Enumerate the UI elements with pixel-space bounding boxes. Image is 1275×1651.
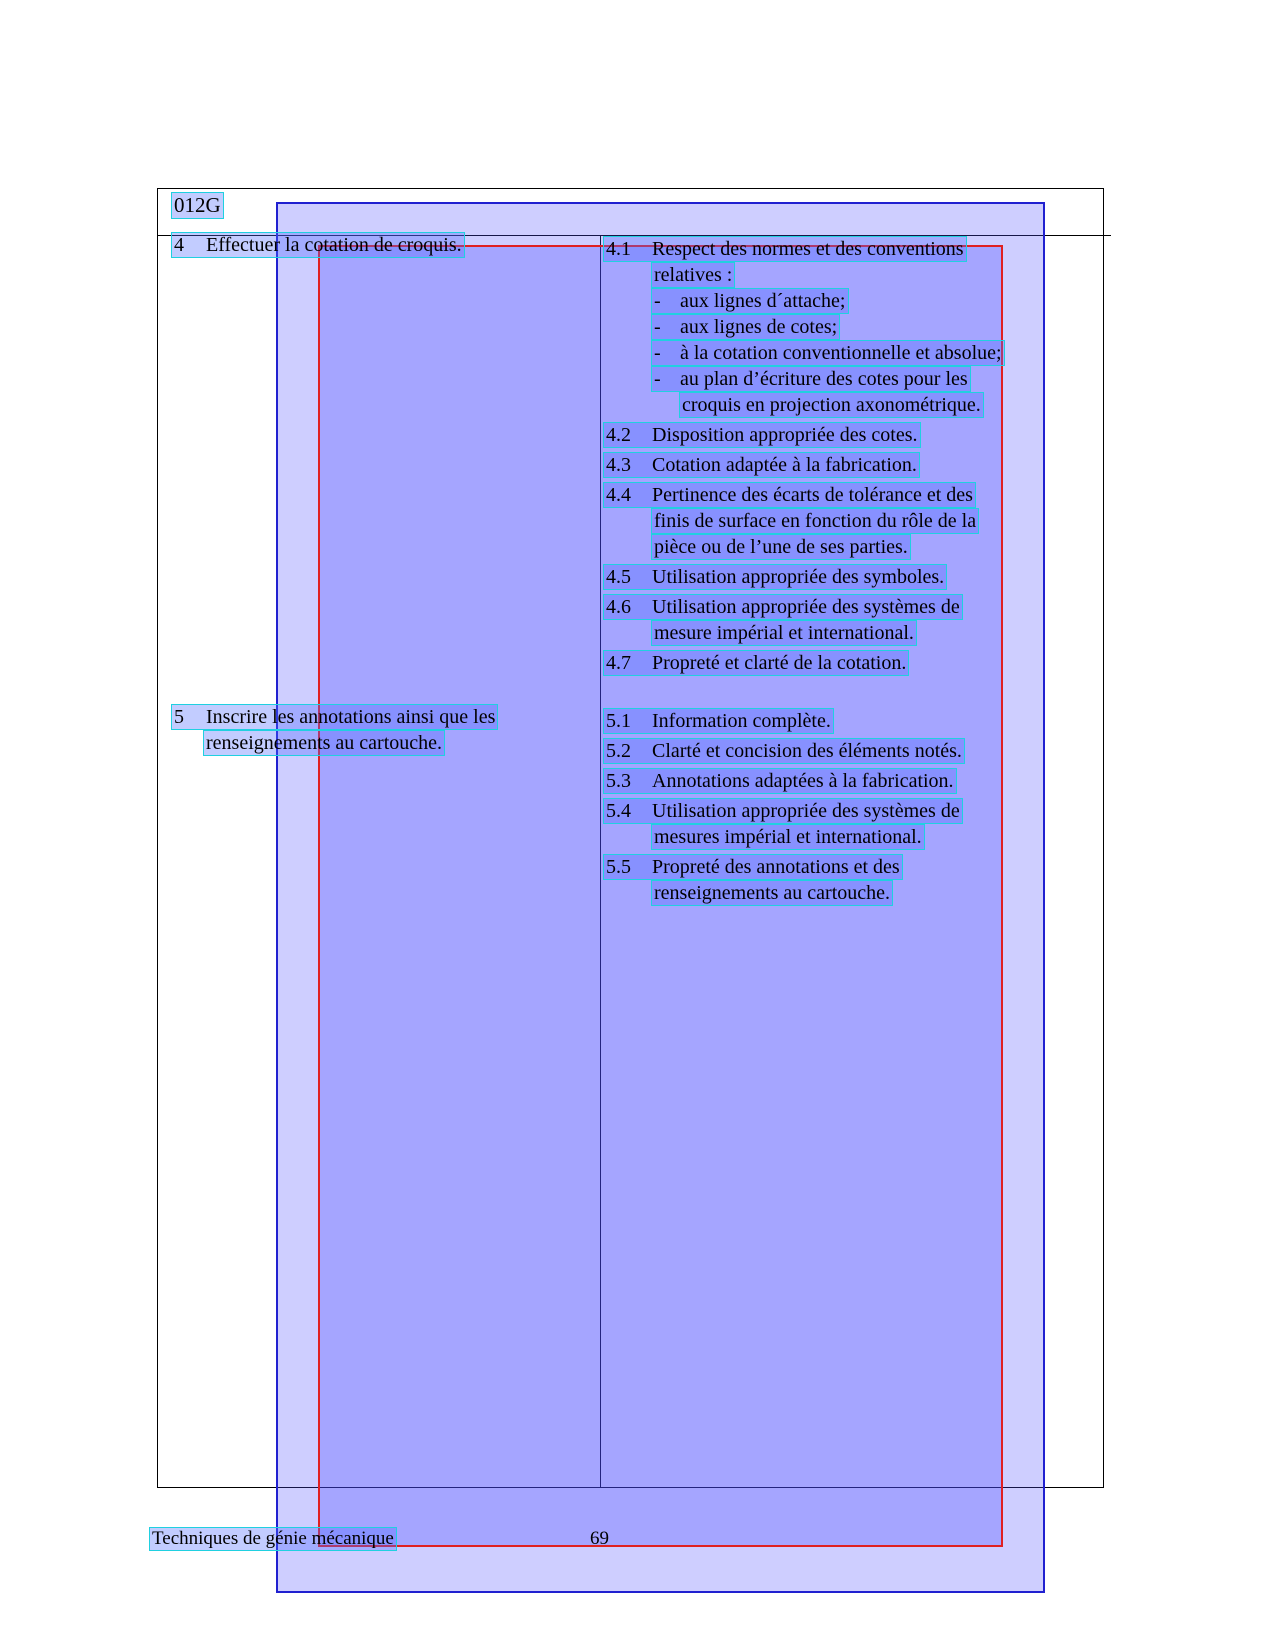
criterion-5-4: 5.4 Utilisation appropriée des systèmes de	[606, 800, 960, 822]
criterion-4-1-line-2: relatives :	[654, 264, 733, 286]
criterion-4-4: 4.4 Pertinence des écarts de tolérance et des	[606, 484, 973, 506]
criterion-5-3: 5.3 Annotations adaptées à la fabrication.	[606, 770, 954, 792]
bullet-item: - au plan d’écriture des cotes pour les	[654, 368, 968, 390]
competency-4	[172, 233, 464, 257]
criterion-4-4-line-2: finis de surface en fonction du rôle de la	[654, 510, 977, 532]
criterion-4-4-line-3: pièce ou de l’une de ses parties.	[654, 536, 908, 558]
competency-number: 4	[174, 234, 184, 256]
competency-5	[172, 705, 497, 729]
criterion-5-2: 5.2 Clarté et concision des éléments notés.	[606, 740, 962, 762]
competency-text: Effectuer la cotation de croquis.	[206, 234, 462, 256]
criterion-4-6: 4.6 Utilisation appropriée des systèmes de	[606, 596, 960, 618]
bullet-item-line-2: croquis en projection axonométrique.	[682, 394, 981, 416]
competency-text: Inscrire les annotations ainsi que les	[206, 706, 496, 728]
criterion-5-1: 5.1 Information complète.	[606, 710, 831, 732]
criterion-4-1: 4.1 Respect des normes et des conventions	[606, 238, 964, 260]
bullet-item: - à la cotation conventionnelle et absolue;	[654, 342, 1002, 364]
criterion-4-7: 4.7 Propreté et clarté de la cotation.	[606, 652, 907, 674]
page-number: 69	[590, 1528, 609, 1549]
competency-number: 5	[174, 706, 184, 728]
footer-title: Techniques de génie mécanique	[152, 1528, 394, 1549]
competency-5-line-2: renseignements au cartouche.	[206, 732, 443, 754]
criterion-5-4-line-2: mesures impérial et international.	[654, 826, 922, 848]
bullet-item: - aux lignes de cotes;	[654, 316, 838, 338]
criterion-5-5-line-2: renseignements au cartouche.	[654, 882, 891, 904]
criterion-4-5: 4.5 Utilisation appropriée des symboles.	[606, 566, 945, 588]
criterion-4-3: 4.3 Cotation adaptée à la fabrication.	[606, 454, 917, 476]
document-code: 012G	[174, 193, 221, 217]
criterion-5-5: 5.5 Propreté des annotations et des	[606, 856, 900, 878]
criterion-4-2: 4.2 Disposition appropriée des cotes.	[606, 424, 918, 446]
criterion-4-6-line-2: mesure impérial et international.	[654, 622, 914, 644]
bullet-item: - aux lignes d´attache;	[654, 290, 846, 312]
